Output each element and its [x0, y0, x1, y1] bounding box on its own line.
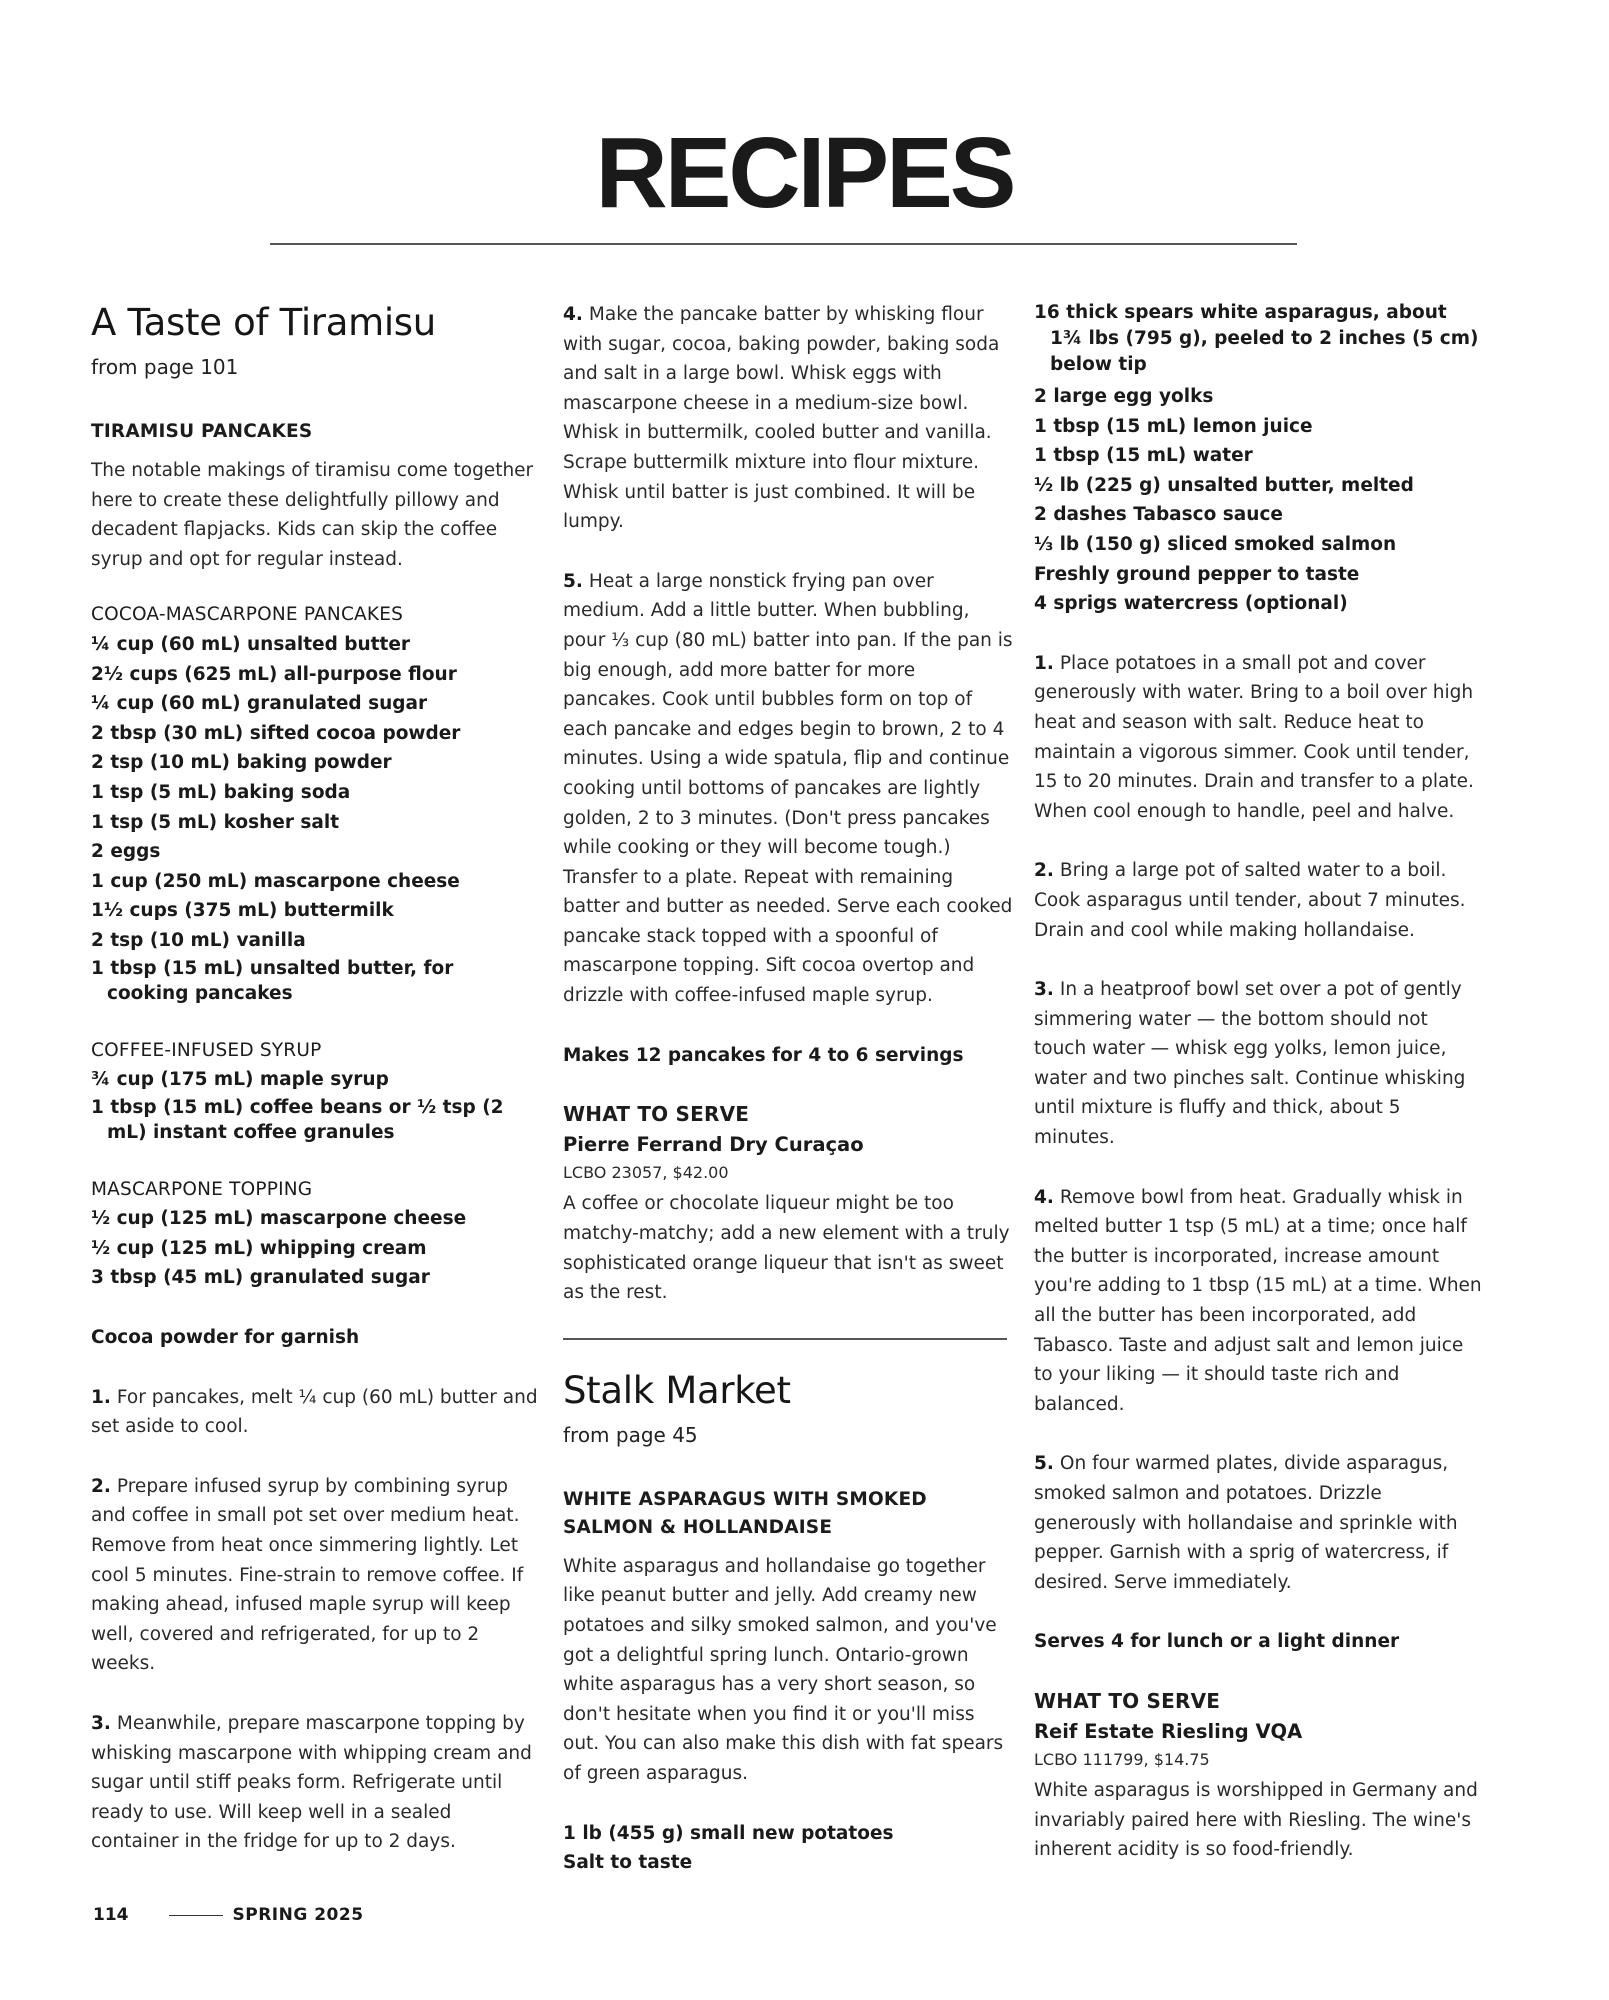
column-2	[563, 300, 1013, 1878]
ingredient-item: 2 tsp (10 mL) baking powder	[91, 752, 392, 774]
ingredient-item: 1 tsp (5 mL) baking soda	[91, 781, 351, 803]
ingredient-item: 2 dashes Tabasco sauce	[1034, 504, 1283, 526]
step-text: In a heatproof bowl set over a pot of gently simmering water — the bottom should not touch water — whisk egg yolks, lemon juice, water and two pinches salt. Continue whisking until mixture is fluffy and thick, about 5 minutes.	[1034, 979, 1466, 1149]
recipe-title-tiramisu: A Taste of Tiramisu	[91, 301, 436, 344]
ingredient-item: 4 sprigs watercress (optional)	[1034, 593, 1348, 615]
ingredient-item: 1 tbsp (15 mL) lemon juice	[1034, 415, 1313, 437]
what-to-serve-heading: WHAT TO SERVE	[1034, 1688, 1221, 1713]
recipe-name: WHITE ASPARAGUS WITH SMOKED SALMON & HOLLANDAISE	[563, 1488, 927, 1538]
column-3	[1034, 300, 1484, 1865]
step	[91, 1472, 541, 1679]
issue-label: SPRING 2025	[232, 1905, 364, 1925]
ingredient-item: ⅓ lb (150 g) sliced smoked salmon	[1034, 533, 1397, 555]
ingredient-item: 1 cup (250 mL) mascarpone cheese	[91, 870, 460, 892]
column-1	[91, 300, 541, 1857]
step	[563, 567, 1013, 1011]
ingredient-item: 1 tbsp (15 mL) unsalted butter, for cooking pancakes	[91, 957, 454, 1004]
step-text: Prepare infused syrup by combining syrup and coffee in small pot set over medium heat. Remove from heat once simmering lightly. Let cool 5 minutes. Fine-strain to remove coffee. If making ahead, infused maple syrup will keep well, covered and refrigerated, for up to 2 weeks.	[91, 1475, 524, 1675]
step-text: Remove bowl from heat. Gradually whisk in melted butter 1 tsp (5 mL) at a time; once half the butter is incorporated, increase amount you're adding to 1 tbsp (15 mL) at a time. When all the butter has been incorporated, add Tabasco. Taste and adjust salt and lemon juice to your liking — it should taste rich and balanced.	[1034, 1186, 1482, 1415]
ingredient-item: ¼ cup (60 mL) granulated sugar	[91, 693, 428, 715]
ingredient-group-heading: COFFEE-INFUSED SYRUP	[91, 1039, 322, 1061]
step-number: 4.	[563, 304, 583, 325]
step-text: Place potatoes in a small pot and cover generously with water. Bring to a boil over high heat and season with salt. Reduce heat to maintain a vigorous simmer. Cook until tender, 15 to 20 minutes. Drain and transfer to a plate. When cool enough to handle, peel and halve.	[1034, 652, 1474, 822]
recipe-intro: The notable makings of tiramisu come together here to create these delightfully pillowy and decadent flapjacks. Kids can skip the coffee syrup and opt for regular instead.	[91, 460, 534, 570]
wine-name: Pierre Ferrand Dry Curaçao	[563, 1132, 864, 1156]
ingredient-item: 2 tsp (10 mL) vanilla	[91, 929, 306, 951]
ingredient-group	[91, 600, 541, 1005]
what-to-serve	[563, 1100, 1013, 1308]
ingredient-item: 1 tsp (5 mL) kosher salt	[91, 811, 340, 833]
page-footer	[93, 1905, 364, 1925]
footer-divider	[169, 1915, 223, 1916]
title-divider	[270, 243, 1297, 245]
ingredient-group	[91, 1175, 541, 1293]
step	[1034, 649, 1484, 827]
step-number: 5.	[1034, 1453, 1054, 1475]
what-to-serve-heading: WHAT TO SERVE	[563, 1102, 750, 1127]
step	[1034, 1449, 1484, 1597]
ingredient-item: 3 tbsp (45 mL) granulated sugar	[91, 1267, 430, 1289]
recipe-name: TIRAMISU PANCAKES	[91, 421, 313, 442]
wine-name: Reif Estate Riesling VQA	[1034, 1719, 1303, 1743]
what-to-serve	[1034, 1687, 1484, 1865]
ingredient-item: 1½ cups (375 mL) buttermilk	[91, 900, 394, 922]
step	[91, 1709, 541, 1857]
recipe-yield: Makes 12 pancakes for 4 to 6 servings	[563, 1044, 964, 1066]
ingredient-item: 2 eggs	[91, 841, 161, 863]
ingredient-item: ½ lb (225 g) unsalted butter, melted	[1034, 474, 1414, 496]
ingredient-group-heading: MASCARPONE TOPPING	[91, 1178, 313, 1200]
from-page-reference: from page 45	[563, 1422, 698, 1447]
step	[1034, 975, 1484, 1153]
ingredient-item: 2½ cups (625 mL) all-purpose flour	[91, 663, 457, 685]
from-page-reference: from page 101	[91, 355, 239, 379]
pairing-description: A coffee or chocolate liqueur might be too matchy-matchy; add a new element with a truly sophisticated orange liqueur that isn't as sweet as the rest.	[563, 1193, 1010, 1304]
recipe-yield: Serves 4 for lunch or a light dinner	[1034, 1631, 1400, 1653]
ingredient-item: 1 tbsp (15 mL) coffee beans or ½ tsp (2 mL) instant coffee granules	[91, 1096, 504, 1143]
page-number: 114	[93, 1905, 129, 1925]
ingredient-item: 1 lb (455 g) small new potatoes	[563, 1822, 894, 1844]
ingredient-item: ¼ cup (60 mL) unsalted butter	[91, 633, 411, 655]
step	[1034, 856, 1484, 945]
ingredient-item: ¾ cup (175 mL) maple syrup	[91, 1069, 389, 1091]
step-number: 1.	[91, 1386, 111, 1408]
ingredient-item: 1 tbsp (15 mL) water	[1034, 445, 1253, 467]
recipe-title-stalk-market: Stalk Market	[563, 1368, 791, 1412]
step-number: 4.	[1034, 1186, 1054, 1208]
step	[1034, 1183, 1484, 1420]
step-number: 3.	[91, 1713, 111, 1734]
pairing-description: White asparagus is worshipped in Germany and invariably paired here with Riesling. The wine's inherent acidity is so food-friendly.	[1034, 1780, 1478, 1861]
ingredient-item: 2 tbsp (30 mL) sifted cocoa powder	[91, 722, 461, 744]
step	[563, 300, 1013, 537]
step-text: Bring a large pot of salted water to a boil. Cook asparagus until tender, about 7 minutes. Drain and cool while making hollandaise.	[1034, 860, 1466, 941]
recipe-divider	[563, 1338, 1007, 1340]
page-title: RECIPES	[595, 117, 1014, 229]
ingredient-item: ½ cup (125 mL) whipping cream	[91, 1237, 427, 1259]
recipe-intro: White asparagus and hollandaise go together like peanut butter and jelly. Add creamy new potatoes and silky smoked salmon, and you've got a delightful spring lunch. Ontario-grown white asparagus has a very short season, so don't hesitate when you find it or you'll miss out. You can also make this dish with fat spears of green asparagus.	[563, 1555, 1004, 1784]
garnish-note: Cocoa powder for garnish	[91, 1327, 360, 1349]
lcbo-code-price: LCBO 23057, $42.00	[563, 1163, 729, 1183]
step-number: 5.	[563, 570, 583, 592]
ingredient-group	[91, 1036, 541, 1145]
ingredient-item: 16 thick spears white asparagus, about 1¾ lbs (795 g), peeled to 2 inches (5 cm) below tip	[1034, 302, 1479, 375]
step-text: Heat a large nonstick frying pan over medium. Add a little butter. When bubbling, pour ⅓ cup (80 mL) batter into pan. If the pan is big enough, add more batter for more pancakes. Cook until bubbles form on top of each pancake and edges begin to brown, 2 to 4 minutes. Using a wide spatula, flip and continue cooking until bottoms of pancakes are lightly golden, 2 to 3 minutes. (Don't press pancakes while cooking or they will become tough.) Transfer to a plate. Repeat with remaining batter and butter as needed. Serve each cooked pancake stack topped with a spoonful of mascarpone topping. Sift cocoa overtop and drizzle with coffee-infused maple syrup.	[563, 570, 1013, 1007]
ingredient-item: Salt to taste	[563, 1852, 693, 1874]
step-text: Make the pancake batter by whisking flour with sugar, cocoa, baking powder, baking soda and salt in a large bowl. Whisk eggs with mascarpone cheese in a medium-size bowl. Whisk in buttermilk, cooled butter and vanilla. Scrape buttermilk mixture into flour mixture. Whisk until batter is just combined. It will be lumpy.	[563, 304, 1000, 533]
step-text: On four warmed plates, divide asparagus, smoked salmon and potatoes. Drizzle generously with hollandaise and sprinkle with pepper. Garnish with a sprig of watercress, if desired. Serve immediately.	[1034, 1453, 1458, 1593]
ingredient-item: Freshly ground pepper to taste	[1034, 563, 1360, 585]
ingredient-item: 2 large egg yolks	[1034, 386, 1214, 407]
step	[91, 1383, 541, 1442]
step-number: 2.	[1034, 860, 1054, 882]
step-text: For pancakes, melt ¼ cup (60 mL) butter and set aside to cool.	[91, 1386, 538, 1438]
step-text: Meanwhile, prepare mascarpone topping by whisking mascarpone with whipping cream and sugar until stiff peaks form. Refrigerate until ready to use. Will keep well in a sealed container in the fridge for up to 2 days.	[91, 1713, 532, 1853]
step-number: 1.	[1034, 652, 1054, 674]
ingredient-group-heading: COCOA-MASCARPONE PANCAKES	[91, 604, 404, 626]
step-number: 3.	[1034, 979, 1054, 1001]
step-number: 2.	[91, 1475, 111, 1497]
lcbo-code-price: LCBO 111799, $14.75	[1034, 1750, 1210, 1770]
ingredient-item: ½ cup (125 mL) mascarpone cheese	[91, 1208, 467, 1230]
